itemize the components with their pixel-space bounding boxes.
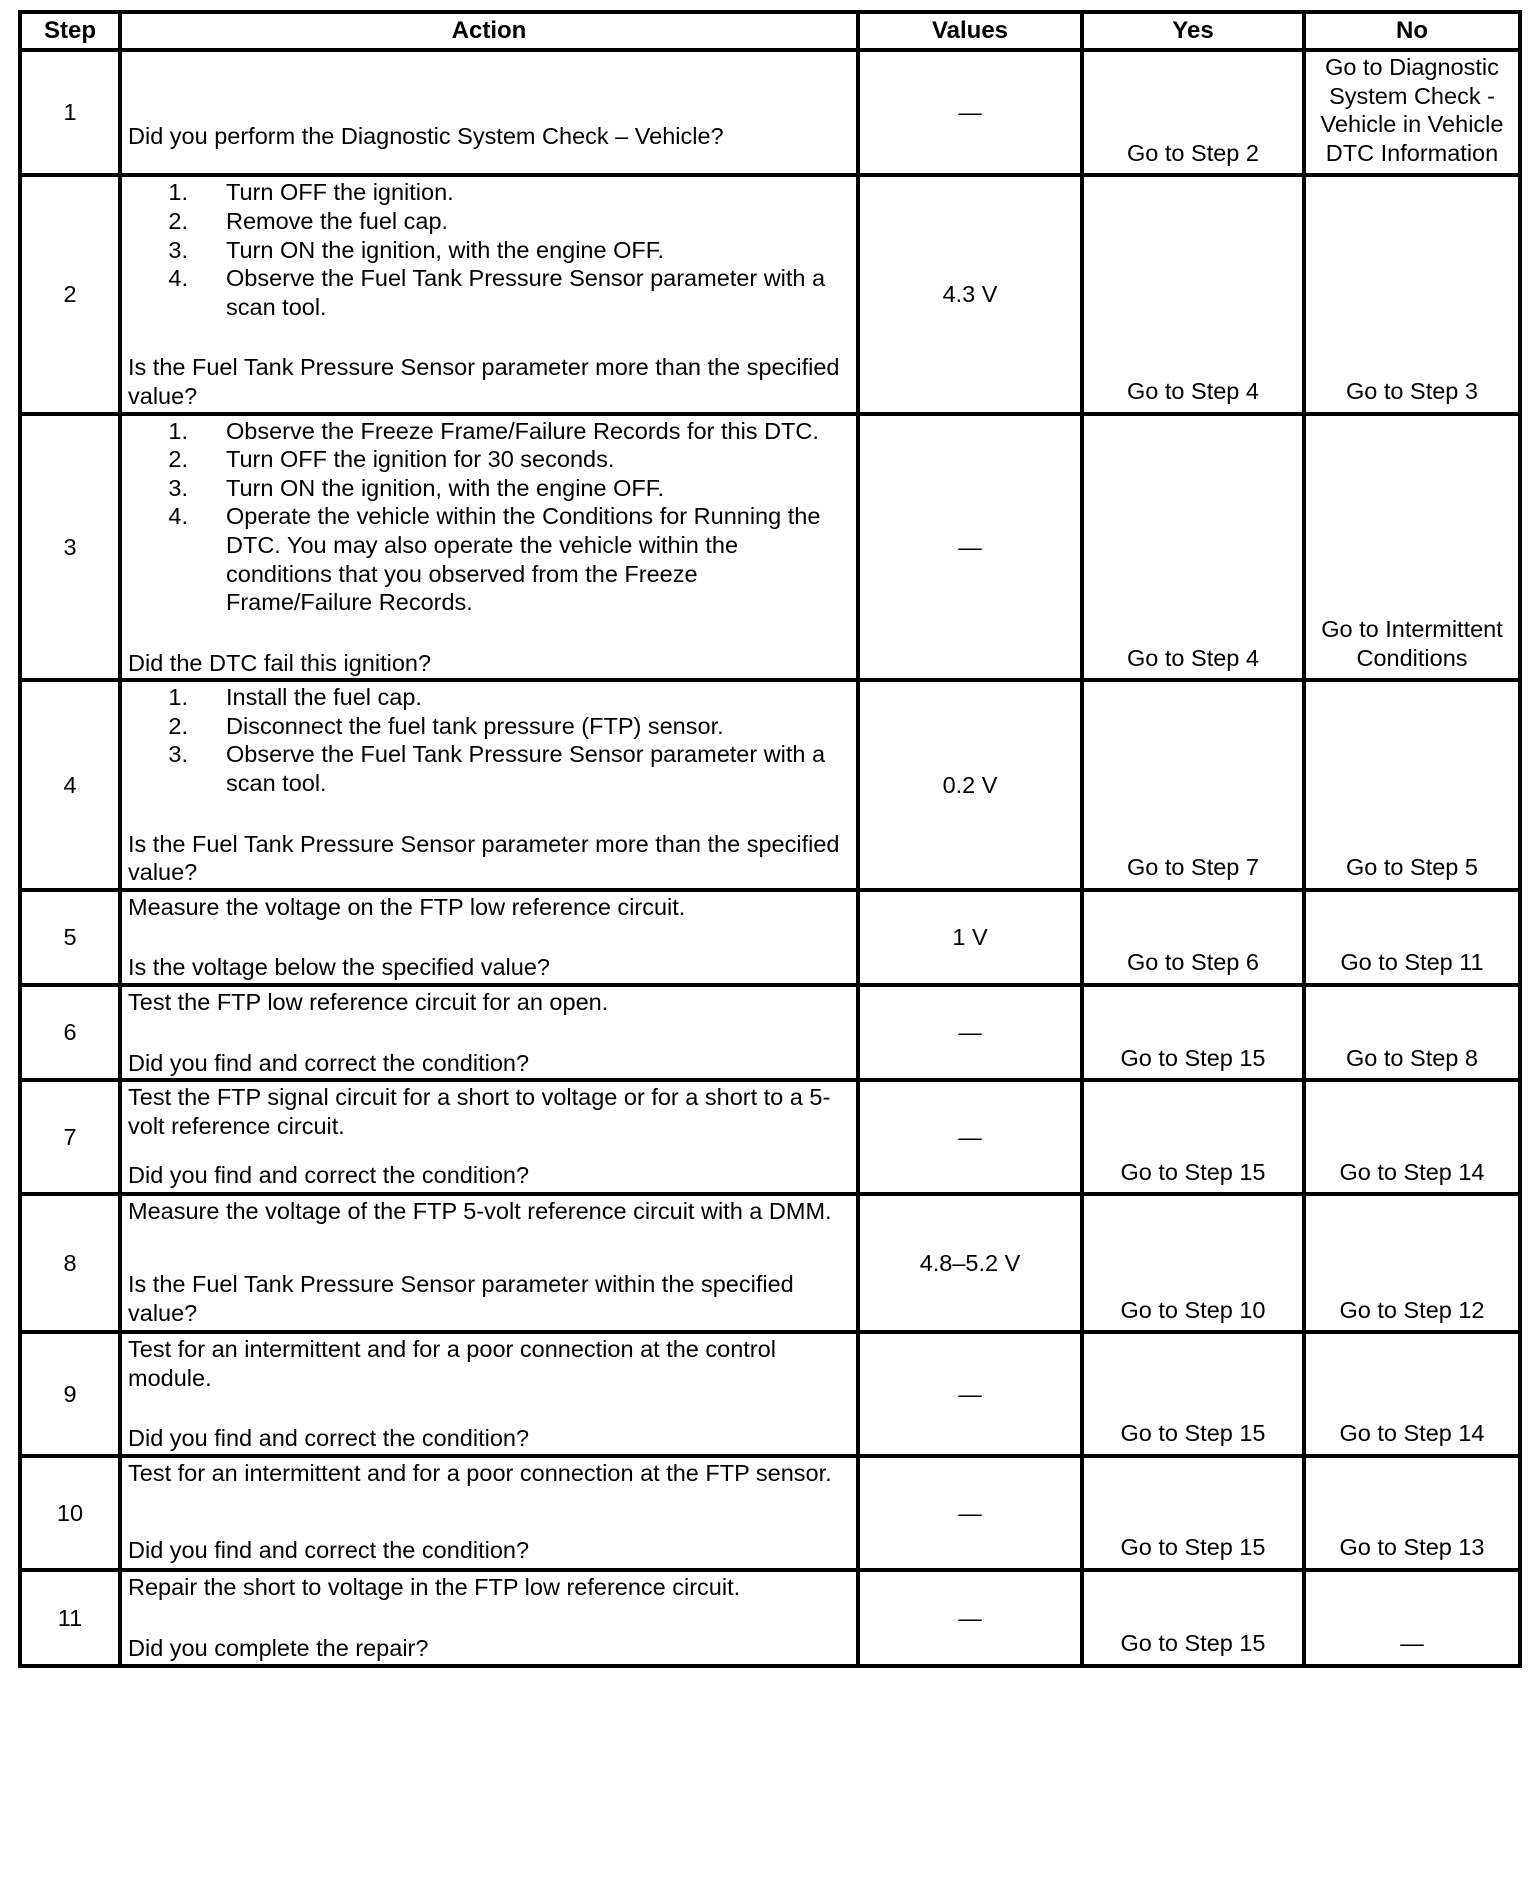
table-row	[22, 892, 1518, 983]
table-row	[22, 1082, 1518, 1192]
value-cell: 0.2 V	[860, 682, 1080, 888]
instruction-list	[128, 683, 850, 797]
instruction-text: Observe the Fuel Tank Pressure Sensor parameter with a scan tool.	[226, 265, 826, 320]
action-content	[128, 1197, 850, 1327]
step-number: 4	[22, 682, 118, 888]
value-cell: 4.3 V	[860, 177, 1080, 411]
yes-cell: Go to Step 7	[1084, 682, 1302, 888]
instruction-number: 4.	[168, 265, 188, 292]
action-question: Did you find and correct the condition?	[128, 1049, 530, 1076]
no-cell: Go to Step 13	[1306, 1458, 1518, 1568]
instruction-text: Operate the vehicle within the Conditions for Running the DTC. You may also operate the vehicle within the conditions that you observed from the Freeze Frame/Failure Records.	[226, 503, 821, 616]
action-content	[128, 1335, 850, 1453]
instruction-number: 1.	[168, 179, 188, 206]
instruction-text: Turn ON the ignition, with the engine OFF.	[226, 474, 665, 501]
action-question: Did you perform the Diagnostic System Check – Vehicle?	[128, 123, 724, 150]
instruction-item	[128, 502, 850, 616]
table-row	[22, 1458, 1518, 1568]
action-text: Test the FTP signal circuit for a short to voltage or for a short to a 5-volt reference circuit.	[128, 1084, 831, 1139]
no-cell: Go to Step 14	[1306, 1082, 1518, 1192]
action-cell	[122, 1572, 856, 1664]
diagnostic-table	[18, 10, 1522, 1668]
header-step: Step	[22, 14, 118, 48]
instruction-number: 2.	[168, 712, 188, 739]
instruction-number: 3.	[168, 236, 188, 263]
no-cell: Go to Diagnostic System Check - Vehicle in Vehicle DTC Information	[1306, 52, 1518, 173]
no-cell: Go to Step 3	[1306, 177, 1518, 411]
action-content	[128, 1573, 850, 1662]
yes-cell: Go to Step 15	[1084, 1572, 1302, 1664]
no-cell: Go to Step 12	[1306, 1196, 1518, 1330]
action-cell	[122, 1082, 856, 1192]
action-cell	[122, 1334, 856, 1454]
yes-cell: Go to Step 15	[1084, 1458, 1302, 1568]
action-question: Did you find and correct the condition?	[128, 1425, 530, 1452]
value-cell: —	[860, 416, 1080, 679]
value-cell: —	[860, 1458, 1080, 1568]
action-cell	[122, 987, 856, 1078]
table-row	[22, 1334, 1518, 1454]
action-content	[128, 893, 850, 982]
instruction-number: 2.	[168, 207, 188, 234]
action-cell	[122, 682, 856, 888]
instruction-text: Observe the Freeze Frame/Failure Records for this DTC.	[226, 417, 819, 444]
instruction-list	[128, 178, 850, 321]
instruction-text: Observe the Fuel Tank Pressure Sensor parameter with a scan tool.	[226, 741, 826, 797]
action-body	[128, 1335, 850, 1392]
no-cell: Go to Step 11	[1306, 892, 1518, 983]
action-content	[128, 178, 850, 410]
step-number: 5	[22, 892, 118, 983]
action-question: Did you find and correct the condition?	[128, 1537, 530, 1564]
instruction-item	[128, 712, 850, 741]
action-content	[128, 988, 850, 1077]
action-body	[128, 893, 850, 922]
header-values: Values	[860, 14, 1080, 48]
action-text: Measure the voltage of the FTP 5-volt reference circuit with a DMM.	[128, 1198, 832, 1225]
action-cell	[122, 1196, 856, 1330]
step-number: 11	[22, 1572, 118, 1664]
yes-cell: Go to Step 10	[1084, 1196, 1302, 1330]
instruction-item	[128, 740, 850, 797]
instruction-item	[128, 264, 850, 321]
value-cell: —	[860, 987, 1080, 1078]
instruction-item	[128, 236, 850, 265]
action-cell	[122, 177, 856, 411]
table-row	[22, 682, 1518, 888]
value-cell: —	[860, 1334, 1080, 1454]
no-cell: Go to Intermittent Conditions	[1306, 416, 1518, 679]
step-number: 8	[22, 1196, 118, 1330]
instruction-list	[128, 417, 850, 617]
header-row	[22, 14, 1518, 48]
action-question: Is the Fuel Tank Pressure Sensor parameter more than the specified value?	[128, 830, 840, 886]
action-question: Did you find and correct the condition?	[128, 1161, 530, 1188]
action-text: Test for an intermittent and for a poor connection at the control module.	[128, 1336, 776, 1391]
instruction-item	[128, 178, 850, 207]
instruction-text: Remove the fuel cap.	[226, 207, 449, 234]
value-cell: —	[860, 1082, 1080, 1192]
table-row	[22, 416, 1518, 679]
instruction-item	[128, 683, 850, 712]
instruction-item	[128, 417, 850, 446]
table-row	[22, 177, 1518, 411]
no-cell: Go to Step 8	[1306, 987, 1518, 1078]
step-number: 1	[22, 52, 118, 173]
action-text: Test the FTP low reference circuit for an open.	[128, 989, 609, 1016]
action-question: Did you complete the repair?	[128, 1634, 429, 1661]
action-body	[128, 178, 850, 321]
yes-cell: Go to Step 2	[1084, 52, 1302, 173]
action-cell	[122, 892, 856, 983]
table-row	[22, 1196, 1518, 1330]
instruction-text: Disconnect the fuel tank pressure (FTP) sensor.	[226, 712, 724, 739]
action-question: Did the DTC fail this ignition?	[128, 649, 432, 676]
instruction-item	[128, 474, 850, 503]
instruction-text: Install the fuel cap.	[226, 684, 422, 711]
action-body	[128, 1197, 850, 1226]
step-number: 6	[22, 987, 118, 1078]
action-body	[128, 417, 850, 617]
action-cell	[122, 1458, 856, 1568]
header-action: Action	[122, 14, 856, 48]
action-text: Measure the voltage on the FTP low reference circuit.	[128, 893, 686, 920]
action-content	[128, 1459, 850, 1565]
action-content	[128, 683, 850, 887]
yes-cell: Go to Step 4	[1084, 416, 1302, 679]
action-body	[128, 1459, 850, 1488]
yes-cell: Go to Step 15	[1084, 1082, 1302, 1192]
step-number: 9	[22, 1334, 118, 1454]
instruction-item	[128, 445, 850, 474]
value-cell: 1 V	[860, 892, 1080, 983]
value-cell: —	[860, 52, 1080, 173]
instruction-number: 4.	[168, 503, 188, 530]
action-cell	[122, 416, 856, 679]
step-number: 7	[22, 1082, 118, 1192]
action-content	[128, 417, 850, 678]
instruction-text: Turn OFF the ignition.	[226, 179, 454, 206]
instruction-number: 3.	[168, 741, 188, 768]
step-number: 10	[22, 1458, 118, 1568]
table-row	[22, 1572, 1518, 1664]
instruction-number: 1.	[168, 417, 188, 444]
step-number: 3	[22, 416, 118, 679]
header-yes: Yes	[1084, 14, 1302, 48]
table-row	[22, 987, 1518, 1078]
action-body	[128, 1573, 850, 1602]
instruction-item	[128, 207, 850, 236]
action-body	[128, 1083, 850, 1140]
yes-cell: Go to Step 15	[1084, 1334, 1302, 1454]
action-question: Is the Fuel Tank Pressure Sensor parameter more than the specified value?	[128, 354, 840, 409]
value-cell: —	[860, 1572, 1080, 1664]
instruction-text: Turn ON the ignition, with the engine OFF.	[226, 236, 665, 263]
action-question: Is the Fuel Tank Pressure Sensor parameter within the specified value?	[128, 1271, 794, 1326]
instruction-number: 1.	[168, 684, 188, 711]
yes-cell: Go to Step 4	[1084, 177, 1302, 411]
no-cell: Go to Step 14	[1306, 1334, 1518, 1454]
instruction-number: 2.	[168, 446, 188, 473]
no-cell: Go to Step 5	[1306, 682, 1518, 888]
yes-cell: Go to Step 15	[1084, 987, 1302, 1078]
action-cell	[122, 52, 856, 173]
action-content	[128, 53, 850, 151]
action-question: Is the voltage below the specified value?	[128, 954, 550, 981]
table-row	[22, 52, 1518, 173]
header-no: No	[1306, 14, 1518, 48]
yes-cell: Go to Step 6	[1084, 892, 1302, 983]
action-body	[128, 683, 850, 797]
action-text: Test for an intermittent and for a poor connection at the FTP sensor.	[128, 1460, 832, 1486]
step-number: 2	[22, 177, 118, 411]
instruction-number: 3.	[168, 474, 188, 501]
no-cell: —	[1306, 1572, 1518, 1664]
action-content	[128, 1083, 850, 1189]
action-body	[128, 988, 850, 1017]
value-cell: 4.8–5.2 V	[860, 1196, 1080, 1330]
instruction-text: Turn OFF the ignition for 30 seconds.	[226, 446, 615, 473]
action-text: Repair the short to voltage in the FTP low reference circuit.	[128, 1574, 741, 1600]
